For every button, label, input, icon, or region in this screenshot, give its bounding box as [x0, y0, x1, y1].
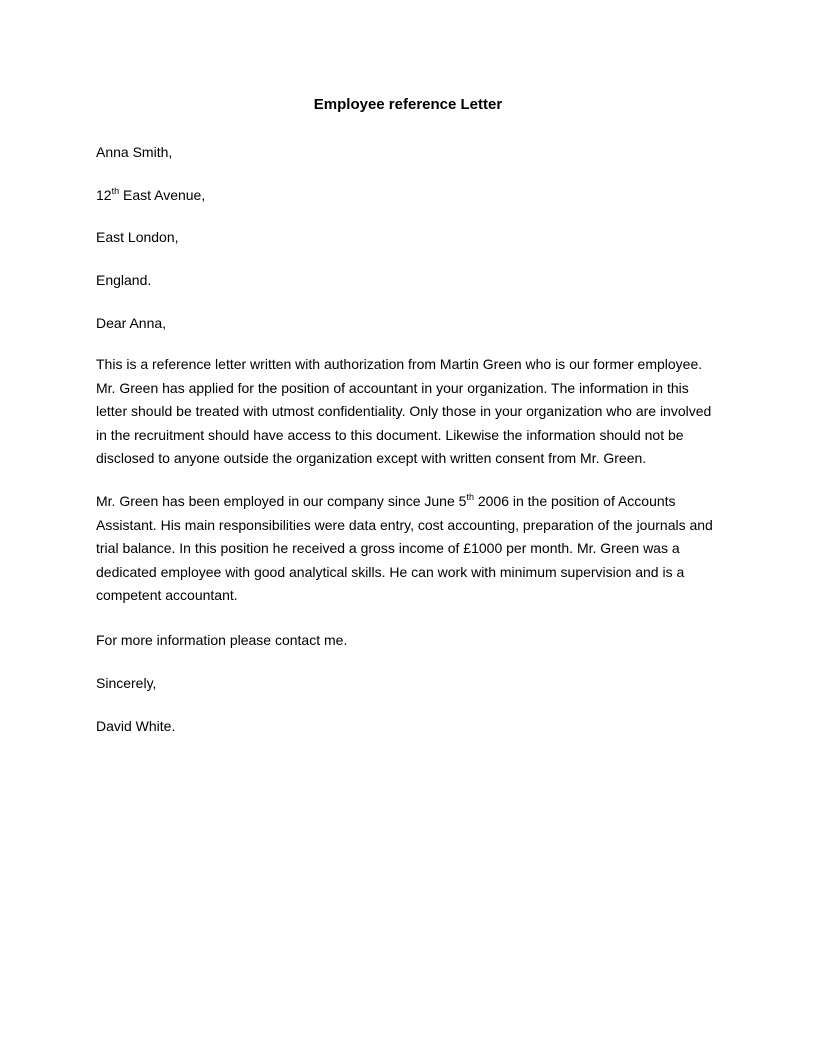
- paragraph-1: [96, 353, 720, 471]
- paragraph-2-line-1-end: 2006 in the position of Accounts: [473, 493, 676, 509]
- paragraph-2-line: dedicated employee with good analytical skills. He can work with minimum supervision and is a: [96, 563, 685, 580]
- date-ordinal-suffix: th: [466, 492, 474, 502]
- letter-title: Employee reference Letter: [313, 96, 503, 113]
- closing-note: For more information please contact me.: [96, 632, 348, 648]
- paragraph-2-line: competent accountant.: [96, 587, 238, 603]
- address-line-1: [96, 186, 205, 204]
- paragraph-2-line: [96, 490, 720, 514]
- paragraph-2-line-1-start: Mr. Green has been employed in our company since June 5: [96, 493, 467, 509]
- recipient-name: Anna Smith,: [96, 144, 173, 160]
- address-street: East Avenue,: [119, 187, 206, 203]
- paragraph-2-line: Assistant. His main responsibilities were data entry, cost accounting, preparation of the journals and: [96, 516, 713, 533]
- paragraph-1-line: This is a reference letter written with authorization from Martin Green who is our former employee.: [96, 356, 703, 372]
- paragraph-2: [96, 490, 720, 608]
- paragraph-1-line: Mr. Green has applied for the position of accountant in your organization. The information in this: [96, 379, 689, 396]
- address-number: 12: [96, 187, 112, 203]
- signature-name: David White.: [96, 718, 176, 734]
- signoff: Sincerely,: [96, 675, 157, 691]
- address-line-3: England.: [96, 272, 152, 288]
- address-ordinal-suffix: th: [111, 186, 120, 196]
- salutation: Dear Anna,: [96, 315, 167, 331]
- paragraph-1-line: letter should be treated with utmost confidentiality. Only those in your organization who are involved: [96, 403, 712, 419]
- paragraph-1-line: in the recruitment should have access to this document. Likewise the information should not be: [96, 426, 684, 443]
- paragraph-2-line: trial balance. In this position he received a gross income of £1000 per month. Mr. Green was a: [96, 540, 680, 556]
- paragraph-1-line: disclosed to anyone outside the organization except with written consent from Mr. Green.: [96, 450, 647, 466]
- address-line-2: East London,: [96, 229, 179, 245]
